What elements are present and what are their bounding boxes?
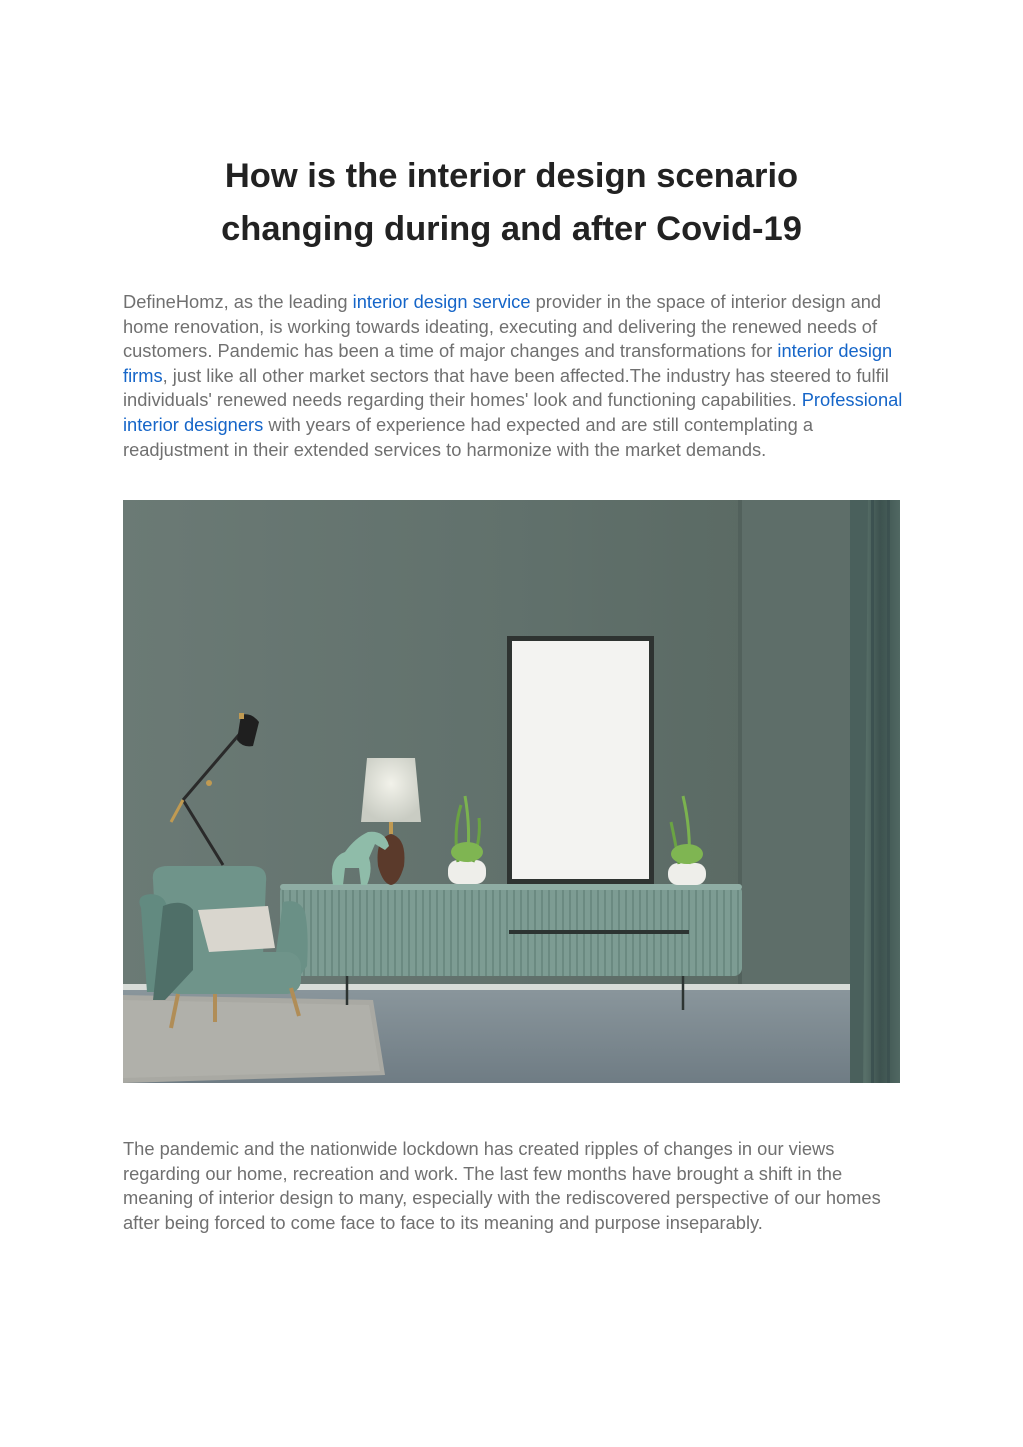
title-line-2: changing during and after Covid-19 bbox=[221, 210, 802, 248]
interior-design-service-link[interactable]: interior design service bbox=[352, 291, 531, 312]
interior-design-firms-link[interactable]: interior design firms bbox=[123, 340, 893, 386]
body-paragraph: The pandemic and the nationwide lockdown has created ripples of changes in our views regarding our home, recreation and work. The last few months have brought a shift in the meaning of interior design to many, especially with the rediscovered perspective of our homes after being forced to come face to face to its meaning and purpose inseparably. bbox=[123, 1138, 881, 1233]
intro-text-1: DefineHomz, as the leading bbox=[123, 291, 353, 312]
title-line-1: How is the interior design scenario bbox=[224, 157, 799, 195]
intro-text-2: provider in the space of interior design and home renovation, is working towards ideating, executing and delivering the renewed needs of customers. Pandemic has been a time of major changes and transformations for bbox=[123, 291, 882, 362]
intro-text-4: with years of experience had expected and are still contemplating a readjustment in their extended services to harmonize with the market demands. bbox=[123, 413, 814, 460]
intro-text-3: , just like all other market sectors that have been affected.The industry has steered to fulfil individuals' renewed needs regarding their homes' look and functioning capabilities. bbox=[123, 364, 889, 411]
intro-paragraph bbox=[123, 290, 903, 462]
living-room-photo bbox=[123, 500, 900, 1083]
professional-interior-designers-link[interactable]: Professional interior designers bbox=[123, 389, 903, 435]
page-title bbox=[123, 150, 900, 256]
